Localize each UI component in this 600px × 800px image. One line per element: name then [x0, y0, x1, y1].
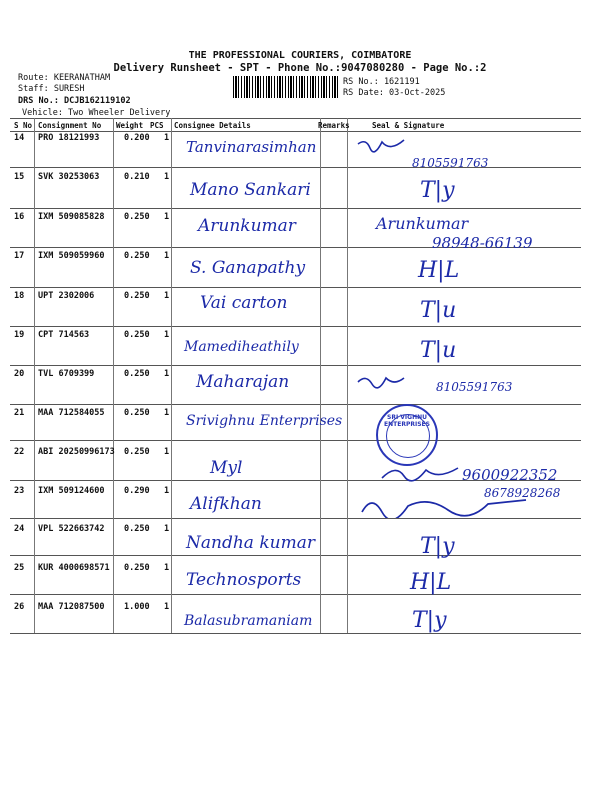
row-sno: 19	[14, 330, 25, 340]
row-weight: 0.200	[124, 133, 150, 143]
row-weight: 0.250	[124, 291, 150, 301]
row-divider	[10, 594, 581, 595]
company-title: THE PROFESSIONAL COURIERS, COIMBATORE	[188, 50, 412, 61]
header-bottom-line	[10, 131, 581, 132]
route-label: Route: KEERANATHAM	[18, 73, 111, 83]
row-pcs: 1	[164, 133, 170, 143]
row-sno: 18	[14, 291, 25, 301]
row-consignee-handwritten: Mano Sankari	[190, 180, 311, 200]
row-divider	[10, 287, 581, 288]
vehicle-label: Vehicle: Two Wheeler Delivery	[22, 108, 171, 118]
row-pcs: 1	[164, 291, 170, 301]
row-consignee-handwritten: Myl	[210, 458, 243, 478]
row-weight: 0.210	[124, 172, 150, 182]
row-pcs: 1	[164, 369, 170, 379]
signature-mark: T|y	[420, 534, 455, 559]
signature-scribble	[380, 460, 460, 488]
row-weight: 0.250	[124, 212, 150, 222]
row-weight: 0.250	[124, 563, 150, 573]
column-line	[113, 118, 114, 633]
signature-mark: T|u	[420, 338, 457, 363]
row-weight: 0.290	[124, 486, 150, 496]
row-weight: 0.250	[124, 251, 150, 261]
signature-scribble	[356, 372, 406, 394]
column-line	[347, 118, 348, 633]
drs-number: DRS No.: DCJB162119102	[18, 96, 131, 106]
runsheet-subtitle: Delivery Runsheet - SPT - Phone No.:9047080280 - Page No.:2	[113, 62, 487, 74]
col-header-sno: S No	[14, 121, 33, 130]
row-consignee-handwritten: Tanvinarasimhan	[186, 138, 317, 156]
row-sno: 15	[14, 172, 25, 182]
table-top-line	[10, 118, 581, 119]
row-sno: 24	[14, 524, 25, 534]
signature-phone: 8678928268	[484, 486, 561, 500]
row-sno: 20	[14, 369, 25, 379]
column-line	[171, 118, 172, 633]
col-header-weight: Weight	[116, 121, 144, 130]
row-divider	[10, 167, 581, 168]
row-consignment-no: IXM 509124600	[38, 486, 105, 496]
row-consignment-no: MAA 712087500	[38, 602, 105, 612]
signature-scribble	[356, 136, 406, 158]
row-consignment-no: UPT 2302006	[38, 291, 95, 301]
signature-mark: T|y	[412, 608, 447, 633]
row-pcs: 1	[164, 524, 170, 534]
row-consignee-handwritten: Srivighnu Enterprises	[186, 413, 343, 429]
signature-mark: H|L	[410, 570, 452, 595]
row-consignee-handwritten: Balasubramaniam	[184, 613, 313, 629]
rs-date: RS Date: 03-Oct-2025	[343, 88, 446, 98]
row-consignee-handwritten: Nandha kumar	[186, 533, 315, 553]
row-pcs: 1	[164, 408, 170, 418]
row-pcs: 1	[164, 486, 170, 496]
signature-name: Arunkumar	[376, 214, 469, 233]
row-consignment-no: IXM 509059960	[38, 251, 105, 261]
row-pcs: 1	[164, 447, 170, 457]
row-consignment-no: CPT 714563	[38, 330, 90, 340]
col-header-pcs: PCS	[150, 121, 164, 130]
row-consignment-no: SVK 30253063	[38, 172, 100, 182]
signature-mark: T|y	[420, 178, 455, 203]
row-consignee-handwritten: Vai carton	[200, 293, 288, 313]
row-weight: 0.250	[124, 369, 150, 379]
column-line	[320, 118, 321, 633]
row-consignee-handwritten: Alifkhan	[190, 494, 262, 514]
row-divider	[10, 440, 581, 441]
staff-label: Staff: SURESH	[18, 84, 85, 94]
row-pcs: 1	[164, 251, 170, 261]
row-divider	[10, 633, 581, 634]
row-consignment-no: VPL 522663742	[38, 524, 105, 534]
row-consignment-no: ABI 20250996173	[38, 447, 115, 457]
row-pcs: 1	[164, 212, 170, 222]
row-consignee-handwritten: Arunkumar	[198, 216, 296, 236]
row-divider	[10, 208, 581, 209]
row-pcs: 1	[164, 172, 170, 182]
row-sno: 23	[14, 486, 25, 496]
signature-phone: 8105591763	[412, 156, 489, 170]
row-divider	[10, 555, 581, 556]
signature-mark: T|u	[420, 298, 457, 323]
row-consignee-handwritten: S. Ganapathy	[190, 258, 306, 278]
stamp-text: SRI VIGHNU ENTERPRISES	[384, 414, 430, 428]
row-sno: 17	[14, 251, 25, 261]
row-sno: 16	[14, 212, 25, 222]
row-divider	[10, 326, 581, 327]
signature-phone: 9600922352	[462, 466, 558, 484]
row-consignment-no: TVL 6709399	[38, 369, 95, 379]
col-header-consignment: Consignment No	[38, 121, 102, 130]
col-header-consignee: Consignee Details	[174, 121, 251, 130]
row-sno: 25	[14, 563, 25, 573]
row-divider	[10, 404, 581, 405]
row-consignee-handwritten: Technosports	[186, 570, 302, 590]
row-weight: 0.250	[124, 408, 150, 418]
row-pcs: 1	[164, 602, 170, 612]
signature-mark: H|L	[418, 258, 460, 283]
row-weight: 0.250	[124, 524, 150, 534]
rs-number: RS No.: 1621191	[343, 77, 420, 87]
row-consignee-handwritten: Maharajan	[196, 372, 290, 392]
row-consignment-no: MAA 712584055	[38, 408, 105, 418]
row-pcs: 1	[164, 330, 170, 340]
col-header-seal-signature: Seal & Signature	[372, 121, 445, 130]
row-weight: 0.250	[124, 330, 150, 340]
row-weight: 1.000	[124, 602, 150, 612]
row-divider	[10, 365, 581, 366]
row-consignment-no: PRO 18121993	[38, 133, 100, 143]
company-seal-stamp	[376, 404, 438, 466]
signature-phone: 8105591763	[436, 380, 513, 394]
column-line	[34, 118, 35, 633]
row-sno: 21	[14, 408, 25, 418]
row-pcs: 1	[164, 563, 170, 573]
row-consignee-handwritten: Mamediheathily	[184, 339, 299, 355]
col-header-remarks: Remarks	[318, 121, 350, 130]
signature-phone: 98948-66139	[432, 234, 533, 252]
row-sno: 26	[14, 602, 25, 612]
row-consignment-no: KUR 4000698571	[38, 563, 110, 573]
row-consignment-no: IXM 509085828	[38, 212, 105, 222]
row-sno: 22	[14, 447, 25, 457]
row-sno: 14	[14, 133, 25, 143]
barcode	[233, 76, 339, 98]
row-weight: 0.250	[124, 447, 150, 457]
